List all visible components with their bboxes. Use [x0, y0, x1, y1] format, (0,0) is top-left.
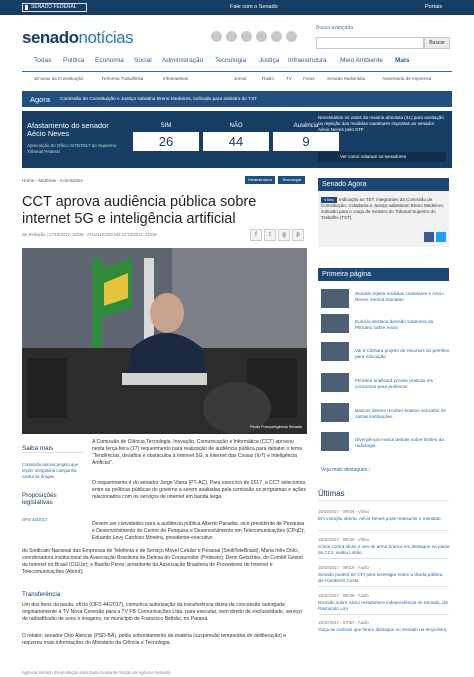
nav-todas[interactable]: Todas: [34, 57, 52, 64]
search-input[interactable]: [316, 37, 424, 49]
nav-infraestrutura[interactable]: Infraestrutura: [288, 57, 327, 64]
whatsapp-icon[interactable]: [271, 31, 282, 42]
article-paragraph-3b: do Sindicato Nacional das Empresas de Telefonia e de Serviço Móvel Celular e Pessoal (SindiTeleBrasil); Maria Inês Dolci, coordenadora institucional da Associação Brasileira de Defesa do Consumidor (Proteste); Demi Getschko, do Comitê Gestor da Internet no Brasil (CGI.br); e Basílio Perez, presidente da Associação Brasileira de Provedores de Internet e Telecomunicações (Abrint);: [22, 548, 304, 575]
twitter-icon[interactable]: [226, 31, 237, 42]
see-votes-button[interactable]: Ver como votaram os senadores: [318, 152, 446, 162]
nav-economia[interactable]: Economia: [95, 57, 124, 64]
subnav-multimidia[interactable]: Senado Multimídia: [327, 76, 366, 81]
saiba-mais-title: Saiba mais: [22, 445, 54, 452]
ultimas-meta-1: 18/10/2017 - 09h49 - Vídeo: [318, 509, 369, 514]
subnav-jornal[interactable]: Jornal: [234, 76, 247, 81]
subnav-tv[interactable]: TV: [286, 76, 292, 81]
ultimas-divider: [318, 500, 449, 501]
portals-menu[interactable]: Portais: [425, 4, 443, 10]
article-paragraph-4: Um dos itens da pauta, ofício (OFS 44/2017), comunica autorização da transferência direta da concessão outorgada originariamente à TV Nova Conexão para a TV FB Comunicações Ltda. para executar, sem direito de exclusividade, serviço de radiodifusão de sons e imagens, no município de Francisco Beltrão, no Paraná.: [22, 602, 302, 622]
ultimas-sep: [318, 530, 449, 531]
subnav-fotos[interactable]: Fotos: [303, 76, 315, 81]
nav-justica[interactable]: Justiça: [259, 57, 280, 64]
article-paragraph-3a: Devem ser convidados para a audiência pública Alberto Paradisi, vice-presidente de Pesquisa e Desenvolvimento do Centro de Pesquisa e Desenvolvimento em Telecomunicações (CPqD); Eduardo Levy Cardoso Moreira, presidente-executivo: [92, 521, 305, 541]
gplus-share-icon[interactable]: g: [278, 229, 290, 241]
article-byline: Da Redação | 17/10/2017, 15h28 - ATUALIZADO EM 17/10/2017, 21h18: [22, 232, 157, 237]
pp-item-2[interactable]: Eunício destaca decisão soberana do Plenário sobre Aécio: [355, 319, 434, 330]
pp-item-6[interactable]: Divergência marca debate sobre limites da radiologia: [355, 437, 444, 448]
facebook-share-icon[interactable]: f: [250, 229, 262, 241]
nav-administracao[interactable]: Administração: [162, 57, 204, 64]
ultimas-meta-5: 18/10/2017 - 07h57 - Áudio: [318, 620, 369, 625]
nav-social[interactable]: Social: [134, 57, 152, 64]
ultimas-item-5[interactable]: Ouça as notícias que foram destaque no Senado na terça-feira: [318, 627, 447, 632]
nav-divider: [22, 71, 452, 72]
pp-thumb-4[interactable]: [321, 373, 349, 392]
vote-note: Necessários os votos da maioria absoluta (41) para aceitação ou rejeição das medidas cautelares impostas ao senador Aécio Neves pelo STF: [318, 115, 444, 132]
agora-label: Agora: [30, 95, 51, 104]
pp-thumb-6[interactable]: [321, 432, 349, 451]
subnav-30-anos[interactable]: 30 anos da Constituição: [34, 76, 84, 81]
facebook-icon[interactable]: [211, 31, 222, 42]
ultimas-sep: [318, 558, 449, 559]
senado-agora-text[interactable]: Indicação ao TST: integrantes da Comissão de Constituição, Cidadania e Justiça sabatinam Breno Medeiros, indicado para o cargo de ministro do Tribunal Superior do Trabalho (TST).: [321, 197, 444, 220]
pp-thumb-1[interactable]: [321, 289, 349, 308]
pp-thumb-2[interactable]: [321, 314, 349, 333]
article-paragraph-2: O requerimento é do senador Jorge Viana (PT-AC). Para exercício de 2017, a CCT selecionou, entre as políticas públicas do governo a serem avaliadas pela comissão os programas e ações relacionados com os serviços de internet em banda larga.: [92, 480, 307, 500]
ultimas-item-4[interactable]: Decisão sobre Aécio restabelece independência do Senado, diz Raimundo Lira: [318, 600, 448, 611]
breadcrumb[interactable]: Home › Matérias › Comissões: [22, 178, 83, 183]
ultimas-item-2[interactable]: Crime contra idoso e uso de arma branca em destaque na pauta da CCJ, avalia Lobão: [318, 544, 450, 555]
tag-tecnologia[interactable]: Tecnologia: [278, 176, 305, 184]
ultimas-meta-3: 18/10/2017 - 09h19 - Áudio: [318, 565, 369, 570]
sub-nav: [22, 76, 452, 85]
vote-count-ausencia: 9: [273, 132, 339, 151]
subnav-infomaterias[interactable]: Infomatérias: [163, 76, 189, 81]
vote-label-ausencia: Ausência: [293, 123, 319, 129]
article-paragraph-1: A Comissão de Ciência,Tecnologia, Inovação, Comunicação e Informática (CCT) aprovou nesta terça-feira (17) requerimento para realização de audiência pública para debater o tema “Tendências, desafios e obstáculos à Internet 5G, a Internet das Coisas (IoT) e Inteligência Artificial”.: [92, 439, 303, 466]
article-paragraph-5: O relator, senador Otto Alencar (PSD-BA), pediu sobrestamento da matéria (suspensão temporária de deliberação) e requereu mais informações do Ministério da Ciência e Tecnologia.: [22, 633, 287, 646]
primeira-pagina-title: Primeira página: [318, 268, 449, 281]
proposicao-link[interactable]: OFS 44/2017: [22, 517, 48, 522]
pp-thumb-3[interactable]: [321, 342, 349, 361]
facebook-icon[interactable]: [424, 232, 434, 242]
pp-item-3[interactable]: Vai à Câmara projeto de recursos do petróleo para educação: [355, 348, 450, 359]
twitter-share-icon[interactable]: t: [264, 229, 276, 241]
article-photo: [22, 248, 307, 434]
saiba-divider: [22, 452, 84, 453]
ultimas-meta-4: 18/10/2017 - 08h38 - Áudio: [318, 593, 369, 598]
ultimas-sep: [318, 586, 449, 587]
site-logo[interactable]: [22, 28, 133, 48]
logo-bold: senado: [22, 28, 79, 47]
saiba-mais-link[interactable]: Comissão aprova projeto que impõe obrigatória campanha contra as drogas: [22, 462, 79, 479]
vote-count-nao: 44: [203, 132, 269, 151]
pp-item-4[interactable]: Plenário analisará provas práticas em concursos para professor: [355, 378, 434, 389]
advanced-search-link[interactable]: Busca avançada: [316, 25, 353, 31]
search-button[interactable]: Buscar: [424, 37, 450, 49]
vote-count-sim: 26: [133, 132, 199, 151]
agency-credit: Agência Senado (Reprodução autorizada mediante citação da Agência Senado): [22, 670, 171, 675]
vote-label-sim: SIM: [160, 123, 172, 129]
nav-mais[interactable]: Mais: [395, 57, 410, 64]
subnav-radio[interactable]: Rádio: [262, 76, 275, 81]
vote-title: Afastamento do senador Aécio Neves: [27, 121, 109, 138]
pp-thumb-5[interactable]: [321, 403, 349, 422]
tag-infraestrutura[interactable]: Infraestrutura: [245, 176, 275, 184]
ultimas-item-3[interactable]: Senado poderá ter CPI para investigar sobre a dívida pública, diz Humberto Costa: [318, 572, 444, 583]
see-more-link[interactable]: Veja mais destaques ›: [321, 467, 371, 473]
pp-item-5[interactable]: Bancos devem receber boletos vencidos de outras instituições: [355, 408, 446, 419]
pinterest-share-icon[interactable]: p: [292, 229, 304, 241]
youtube-icon[interactable]: [241, 31, 252, 42]
senado-federal-link[interactable]: SENADO FEDERAL: [22, 3, 87, 12]
transferencia-title: Transferência: [22, 591, 61, 598]
proposicoes-title: Proposições legislativas: [22, 492, 57, 506]
senado-agora-title: Senado Agora: [318, 178, 449, 191]
instagram-icon[interactable]: [256, 31, 267, 42]
twitter-icon[interactable]: [436, 232, 446, 242]
ultimas-title: Últimas: [318, 489, 345, 498]
pp-item-1[interactable]: Senado rejeita medidas cautelares e Aécio Neves retoma mandato: [355, 291, 444, 302]
nav-tecnologia[interactable]: Tecnologia: [215, 57, 247, 64]
main-nav: [22, 57, 452, 69]
article-title: CCT aprova audiência pública sobre internet 5G e inteligência artificial: [22, 194, 257, 227]
rss-icon[interactable]: [286, 31, 297, 42]
vote-subtitle: Apreciação do Ofício S/70/2017 do Supremo Tribunal Federal: [27, 143, 117, 154]
subnav-imprensa[interactable]: Assessoria de Imprensa: [382, 76, 432, 81]
agora-text[interactable]: Comissão de Constituição e Justiça sabatina Breno Medeiros, indicado para ministro do TST: [60, 97, 258, 102]
ultimas-sep: [318, 614, 449, 615]
nav-politica[interactable]: Política: [63, 57, 85, 64]
photo-credit: Pedro França/Agência Senado: [250, 425, 302, 429]
ultimas-item-1[interactable]: Em votação aberta, Aécio Neves pode reassumir o mandato: [318, 516, 441, 521]
contact-link[interactable]: Fale com o Senado: [230, 4, 278, 10]
ultimas-meta-2: 18/10/2017 - 09h30 - Vídeo: [318, 537, 369, 542]
video-badge: Vídeo: [321, 197, 337, 203]
vote-label-nao: NÃO: [229, 123, 243, 129]
nav-meio-ambiente[interactable]: Meio Ambiente: [340, 57, 383, 64]
subnav-reforma[interactable]: Reforma Trabalhista: [102, 76, 144, 81]
logo-rest: notícias: [78, 28, 134, 47]
